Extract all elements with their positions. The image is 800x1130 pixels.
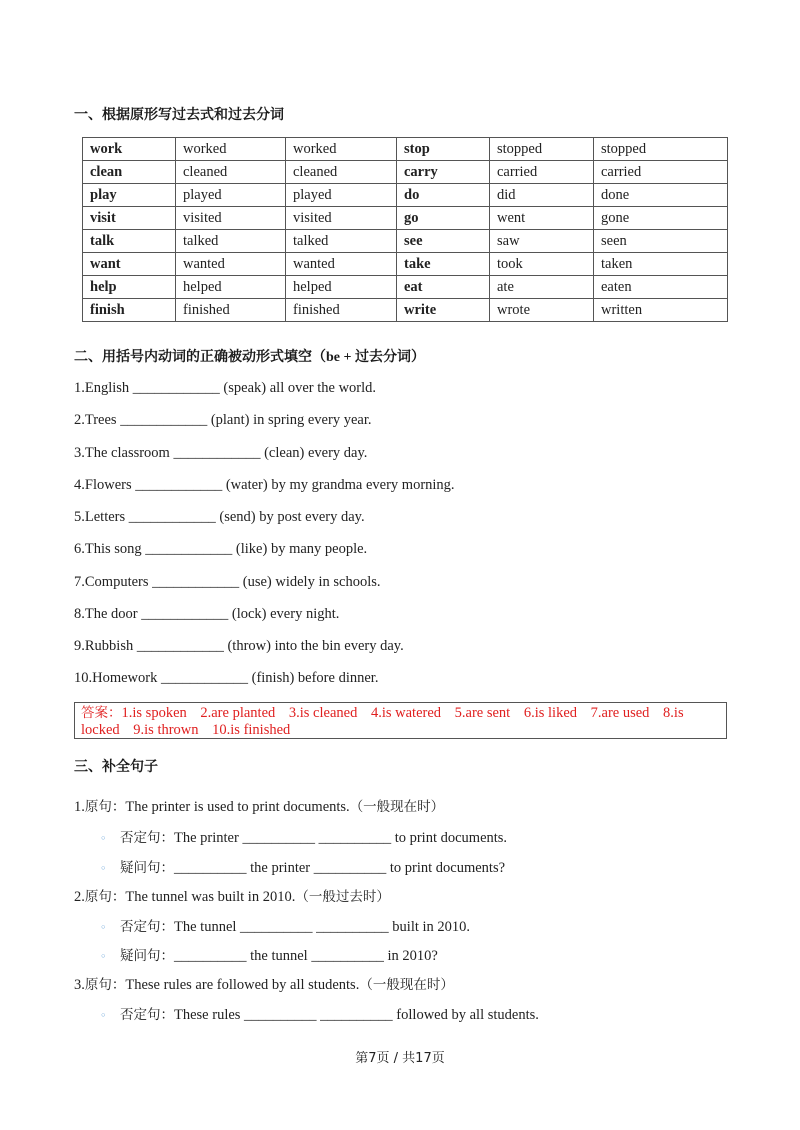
base-form-cell: work: [83, 138, 176, 161]
table-row: [83, 276, 728, 299]
page-footer: 第7页 / 共17页: [355, 1051, 445, 1066]
section2-title: 二、用括号内动词的正确被动形式填空（be + 过去分词）: [74, 349, 425, 365]
answer-item: 9.is thrown: [133, 722, 199, 738]
inflected-form-cell: did: [490, 184, 594, 207]
bullet-icon: ◦: [100, 921, 107, 934]
base-form-cell: help: [83, 276, 176, 299]
exercise-item-6: 6.This song ____________ (like) by many people.: [74, 541, 368, 557]
base-form-cell: go: [397, 207, 490, 230]
answer-item: 7.are used: [590, 705, 650, 721]
inflected-form-cell: helped: [286, 276, 397, 299]
table-row: [83, 207, 728, 230]
inflected-form-cell: wrote: [490, 299, 594, 322]
base-form-cell: do: [397, 184, 490, 207]
base-form-cell: write: [397, 299, 490, 322]
inflected-form-cell: gone: [594, 207, 728, 230]
inflected-form-cell: worked: [176, 138, 286, 161]
answer-label: 答案：: [81, 705, 122, 721]
exercise-item-1: 1.English ____________ (speak) all over the world.: [74, 380, 377, 396]
base-form-cell: play: [83, 184, 176, 207]
section3-title: 三、补全句子: [74, 759, 158, 775]
question-2-negative: ◦ 否定句：The tunnel __________ __________ built in 2010.: [100, 919, 471, 935]
exercise-item-10: 10.Homework ____________ (finish) before dinner.: [74, 670, 379, 686]
table-row: [83, 138, 728, 161]
table-row: [83, 230, 728, 253]
answer-item: 10.is finished: [212, 722, 291, 738]
inflected-form-cell: carried: [490, 161, 594, 184]
answer-box: [74, 702, 727, 739]
base-form-cell: take: [397, 253, 490, 276]
inflected-form-cell: carried: [594, 161, 728, 184]
answer-item: 8.is locked: [81, 705, 684, 738]
verb-forms-table: [82, 137, 728, 322]
inflected-form-cell: finished: [176, 299, 286, 322]
inflected-form-cell: went: [490, 207, 594, 230]
base-form-cell: finish: [83, 299, 176, 322]
question-3-original: 3.原句：These rules are followed by all students.（一般现在时）: [74, 977, 454, 993]
bullet-icon: ◦: [100, 862, 107, 875]
answer-item: 1.is spoken: [121, 705, 187, 721]
inflected-form-cell: taken: [594, 253, 728, 276]
inflected-form-cell: visited: [176, 207, 286, 230]
exercise-item-9: 9.Rubbish ____________ (throw) into the bin every day.: [74, 638, 404, 654]
inflected-form-cell: cleaned: [286, 161, 397, 184]
inflected-form-cell: talked: [286, 230, 397, 253]
exercise-item-7: 7.Computers ____________ (use) widely in schools.: [74, 574, 381, 590]
base-form-cell: want: [83, 253, 176, 276]
inflected-form-cell: finished: [286, 299, 397, 322]
inflected-form-cell: written: [594, 299, 728, 322]
base-form-cell: stop: [397, 138, 490, 161]
answer-item: 6.is liked: [523, 705, 578, 721]
inflected-form-cell: seen: [594, 230, 728, 253]
inflected-form-cell: done: [594, 184, 728, 207]
inflected-form-cell: ate: [490, 276, 594, 299]
inflected-form-cell: cleaned: [176, 161, 286, 184]
section1-title: 一、根据原形写过去式和过去分词: [74, 107, 284, 123]
inflected-form-cell: took: [490, 253, 594, 276]
exercise-item-8: 8.The door ____________ (lock) every night.: [74, 606, 340, 622]
inflected-form-cell: played: [176, 184, 286, 207]
bullet-icon: ◦: [100, 832, 107, 845]
question-2-original: 2.原句：The tunnel was built in 2010.（一般过去时）: [74, 889, 390, 905]
table-row: [83, 253, 728, 276]
inflected-form-cell: played: [286, 184, 397, 207]
answer-item: 4.is watered: [370, 705, 442, 721]
exercise-item-3: 3.The classroom ____________ (clean) every day.: [74, 445, 368, 461]
inflected-form-cell: helped: [176, 276, 286, 299]
exercise-item-4: 4.Flowers ____________ (water) by my grandma every morning.: [74, 477, 455, 493]
bullet-icon: ◦: [100, 950, 107, 963]
bullet-icon: ◦: [100, 1009, 107, 1022]
base-form-cell: talk: [83, 230, 176, 253]
inflected-form-cell: talked: [176, 230, 286, 253]
base-form-cell: eat: [397, 276, 490, 299]
answer-item: 3.is cleaned: [288, 705, 358, 721]
base-form-cell: carry: [397, 161, 490, 184]
inflected-form-cell: wanted: [176, 253, 286, 276]
exercise-item-5: 5.Letters ____________ (send) by post every day.: [74, 509, 365, 525]
inflected-form-cell: eaten: [594, 276, 728, 299]
base-form-cell: see: [397, 230, 490, 253]
inflected-form-cell: stopped: [490, 138, 594, 161]
inflected-form-cell: visited: [286, 207, 397, 230]
question-3-negative: ◦ 否定句：These rules __________ __________ followed by all students.: [100, 1007, 539, 1023]
table-row: [83, 299, 728, 322]
question-2-interrogative: ◦ 疑问句：__________ the tunnel __________ in 2010?: [100, 948, 438, 964]
inflected-form-cell: worked: [286, 138, 397, 161]
question-1-negative: ◦ 否定句：The printer __________ __________ to print documents.: [100, 830, 508, 846]
inflected-form-cell: saw: [490, 230, 594, 253]
table-row: [83, 161, 728, 184]
inflected-form-cell: wanted: [286, 253, 397, 276]
answer-item: 5.are sent: [454, 705, 511, 721]
base-form-cell: clean: [83, 161, 176, 184]
answer-item: 2.are planted: [200, 705, 276, 721]
table-row: [83, 184, 728, 207]
exercise-item-2: 2.Trees ____________ (plant) in spring every year.: [74, 412, 372, 428]
inflected-form-cell: stopped: [594, 138, 728, 161]
question-1-interrogative: ◦ 疑问句：__________ the printer __________ to print documents?: [100, 860, 506, 876]
base-form-cell: visit: [83, 207, 176, 230]
question-1-original: 1.原句：The printer is used to print documents.（一般现在时）: [74, 799, 445, 815]
